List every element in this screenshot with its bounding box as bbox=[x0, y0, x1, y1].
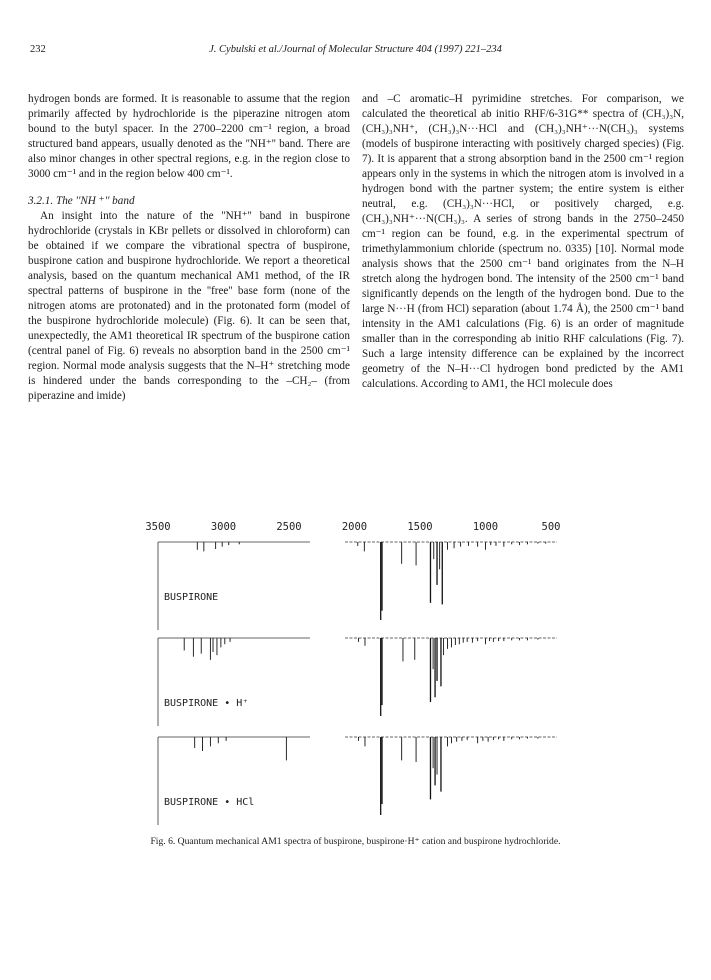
section-heading: 3.2.1. The ''NH ⁺'' band bbox=[28, 195, 135, 207]
axis-tick-label: 3000 bbox=[210, 521, 237, 533]
axis-tick-label: 1000 bbox=[472, 521, 499, 533]
axis-tick-label: 2500 bbox=[276, 521, 302, 533]
axis-tick-label: 1500 bbox=[407, 521, 433, 533]
journal-citation: J. Cybulski et al./Journal of Molecular Structure 404 (1997) 221–234 bbox=[209, 44, 502, 55]
paragraph: hydrogen bonds are formed. It is reasonable to assume that the region primarily affected by hydrochloride is the piperazine nitrogen atom bound to the butyl spacer. In the 2700–2200 cm⁻¹ region, a broad structured band appears, usually denoted as the ''NH⁺'' band. There are also minor changes in other spectral regions, e.g. in the region close to 3000 cm⁻¹ and in the region below 400 cm⁻¹. bbox=[28, 93, 350, 180]
axis-tick-label: 500 bbox=[541, 521, 561, 533]
paragraph: and –C aromatic–H pyrimidine stretches. For comparison, we calculated the theoretical ab initio RHF/6-31G** spectra of (CH₃)₃N, (CH₃)₃NH⁺, (CH₃)₃N···HCl and (CH₃)₃NH⁺···N(CH₃)₃ systems (models of buspirone interacting with positively charged species) (Fig. 7). It is apparent that a strong absorption band in the 2500 cm⁻¹ region appears only in the systems in which the nitrogen atom is involved in a hydrogen bond with the partner system; the entire system is either neutral, e.g. (CH₃)₃N···HCl, or positively charged, e.g. (CH₃)₃NH⁺···N(CH₃)₃. A series of strong bands in the 2750–2450 cm⁻¹ region can be found, e.g. in the experimental spectrum of trimethylammonium chloride (spectrum no. 0335) [10]. Normal mode analysis shows that the 2500 cm⁻¹ band originates from the N–H stretch along the hydrogen bond. The intensity of the 2500 cm⁻¹ band significantly depends on the length of the hydrogen bond. Due to the large N···H (from HCl) separation (about 1.74 Å), the 2500 cm⁻¹ band intensity in the AM1 calculations (Fig. 6) is an order of magnitude smaller than in the corresponding ab initio RHF calculations (Fig. 7). Such a large intensity difference can be explained by the incorrect geometry of the N–H···Cl hydrogen bond predicted by the AM1 calculations. According to AM1, the HCl molecule does bbox=[362, 93, 684, 390]
panel-label: BUSPIRONE bbox=[164, 592, 219, 603]
panel-label: BUSPIRONE • H⁺ bbox=[164, 698, 249, 709]
spectrum-panel bbox=[158, 737, 557, 825]
axis-tick-label: 2000 bbox=[341, 521, 368, 533]
axis-tick-label: 3500 bbox=[145, 521, 171, 533]
page-number: 232 bbox=[30, 44, 46, 55]
left-column bbox=[28, 92, 350, 404]
panel-label: BUSPIRONE • HCl bbox=[164, 797, 255, 808]
figure-caption: Fig. 6. Quantum mechanical AM1 spectra of buspirone, buspirone·H⁺ cation and buspirone hydrochloride. bbox=[150, 836, 561, 847]
spectrum-panel bbox=[158, 542, 557, 630]
figure-6-spectra bbox=[0, 515, 711, 825]
wavenumber-axis bbox=[145, 521, 560, 533]
spectrum-panels bbox=[158, 542, 557, 825]
running-header bbox=[30, 44, 681, 58]
right-column bbox=[362, 92, 684, 392]
paragraph: An insight into the nature of the ''NH⁺'' band in buspirone hydrochloride (crystals in KBr pellets or dissolved in chloroform) can be obtained if we compare the vibrational spectra of buspirone, buspirone cation and buspirone hydrochloride. We report a theoretical analysis, based on the quantum mechanical AM1 method, of the IR spectral patterns of buspirone in the ''free'' base form (none of the nitrogen atoms are protonated) and in the protonated form (model of the buspirone hydrochloride molecule) (Fig. 6). It can be seen that, unexpectedly, the AM1 theoretical IR spectrum of the buspirone cation (central panel of Fig. 6) reveals no absorption band in the 2500 cm⁻¹ region. Normal mode analysis suggests that the N–H⁺ stretching mode is hindered under the bands corresponding to the –CH₂– (from piperazine and imide) bbox=[28, 210, 350, 402]
spectrum-panel bbox=[158, 638, 557, 726]
